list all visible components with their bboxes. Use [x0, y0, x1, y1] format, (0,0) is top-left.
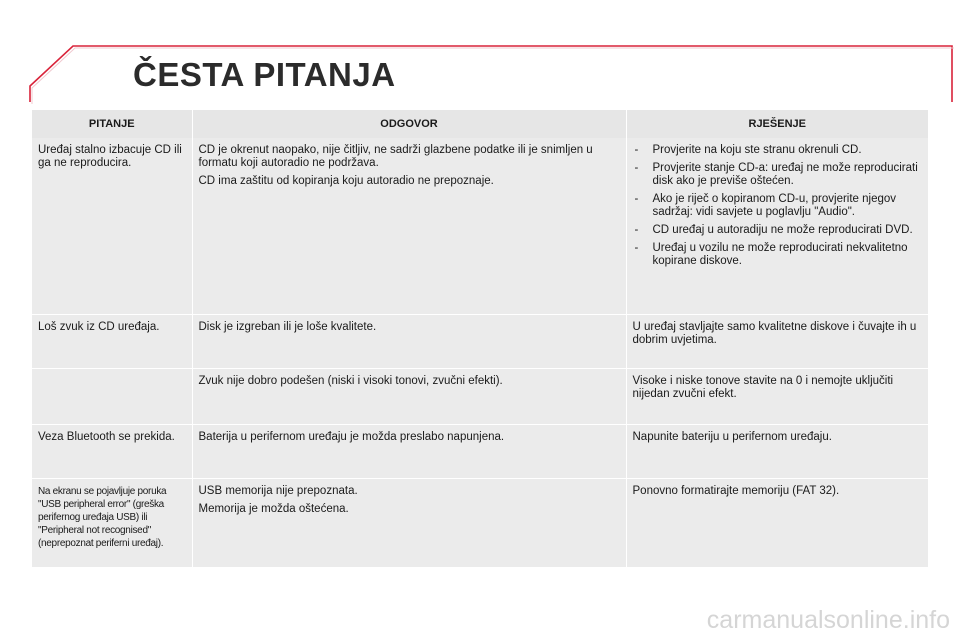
answer-text: USB memorija nije prepoznata. [198, 484, 358, 497]
table-header-row [32, 110, 928, 138]
solution-text: Ponovno formatirajte memoriju (FAT 32). [632, 484, 840, 497]
watermark: carmanualsonline.info [706, 606, 950, 634]
table-row [32, 368, 928, 424]
solution-item: - Provjerite na koju ste stranu okrenuli CD. [633, 144, 923, 157]
table-row [32, 314, 928, 368]
question-text: Veza Bluetooth se prekida. [38, 430, 175, 443]
question-text: Loš zvuk iz CD uređaja. [38, 320, 160, 333]
solution-cell [626, 478, 928, 567]
answer-text: Zvuk nije dobro podešen (niski i visoki tonovi, zvučni efekti). [198, 374, 503, 387]
answer-text: Memorija je možda oštećena. [198, 502, 349, 515]
solution-text: U uređaj stavljajte samo kvalitetne diskove i čuvajte ih u dobrim uvjetima. [632, 320, 917, 346]
answer-cell [192, 424, 626, 478]
answer-cell [192, 478, 626, 567]
solution-item: - CD uređaj u autoradiju ne može reproducirati DVD. [633, 224, 923, 237]
solution-item: - Provjerite stanje CD-a: uređaj ne može reproducirati disk ako je previše oštećen. [633, 162, 923, 188]
column-header-solution: RJEŠENJE [626, 110, 928, 138]
question-cell [32, 368, 192, 424]
solution-cell [626, 314, 928, 368]
solution-text: Napunite bateriju u perifernom uređaju. [632, 430, 832, 443]
question-text: Na ekranu se pojavljuje poruka "USB peripheral error" (greška perifernog uređaja USB) ili "Peripheral not recognised" (neprepoznat periferni uređaj). [38, 485, 167, 549]
solution-cell [626, 368, 928, 424]
solution-item: - Ako je riječ o kopiranom CD-u, provjerite njegov sadržaj: vidi savjete u poglavlju "Audio". [633, 193, 923, 219]
solution-cell [626, 424, 928, 478]
faq-table [32, 110, 928, 568]
answer-cell [192, 314, 626, 368]
page-title: ČESTA PITANJA [133, 56, 396, 93]
question-cell [32, 478, 192, 567]
column-header-question: PITANJE [32, 110, 192, 138]
answer-text: Baterija u perifernom uređaju je možda preslabo napunjena. [198, 430, 505, 443]
solution-text: Visoke i niske tonove stavite na 0 i nemojte uključiti nijedan zvučni efekt. [632, 374, 894, 400]
solution-item: - Uređaj u vozilu ne može reproducirati nekvalitetno kopirane diskove. [633, 242, 923, 268]
answer-text: CD je okrenut naopako, nije čitljiv, ne sadrži glazbene podatke ili je snimljen u formatu koji autoradio ne podržava. [198, 144, 593, 169]
table-row [32, 424, 928, 478]
solution-list [633, 144, 923, 268]
answer-text: Disk je izgreban ili je loše kvalitete. [198, 320, 377, 333]
table-row [32, 138, 928, 314]
solution-cell [626, 138, 928, 314]
table-row [32, 478, 928, 567]
answer-cell [192, 368, 626, 424]
question-cell [32, 138, 192, 314]
answer-text: CD ima zaštitu od kopiranja koju autoradio ne prepoznaje. [198, 175, 494, 187]
question-cell [32, 314, 192, 368]
answer-cell [192, 138, 626, 314]
column-header-answer: ODGOVOR [192, 110, 626, 138]
question-cell [32, 424, 192, 478]
question-text: Uređaj stalno izbacuje CD ili ga ne reproducira. [38, 144, 182, 169]
